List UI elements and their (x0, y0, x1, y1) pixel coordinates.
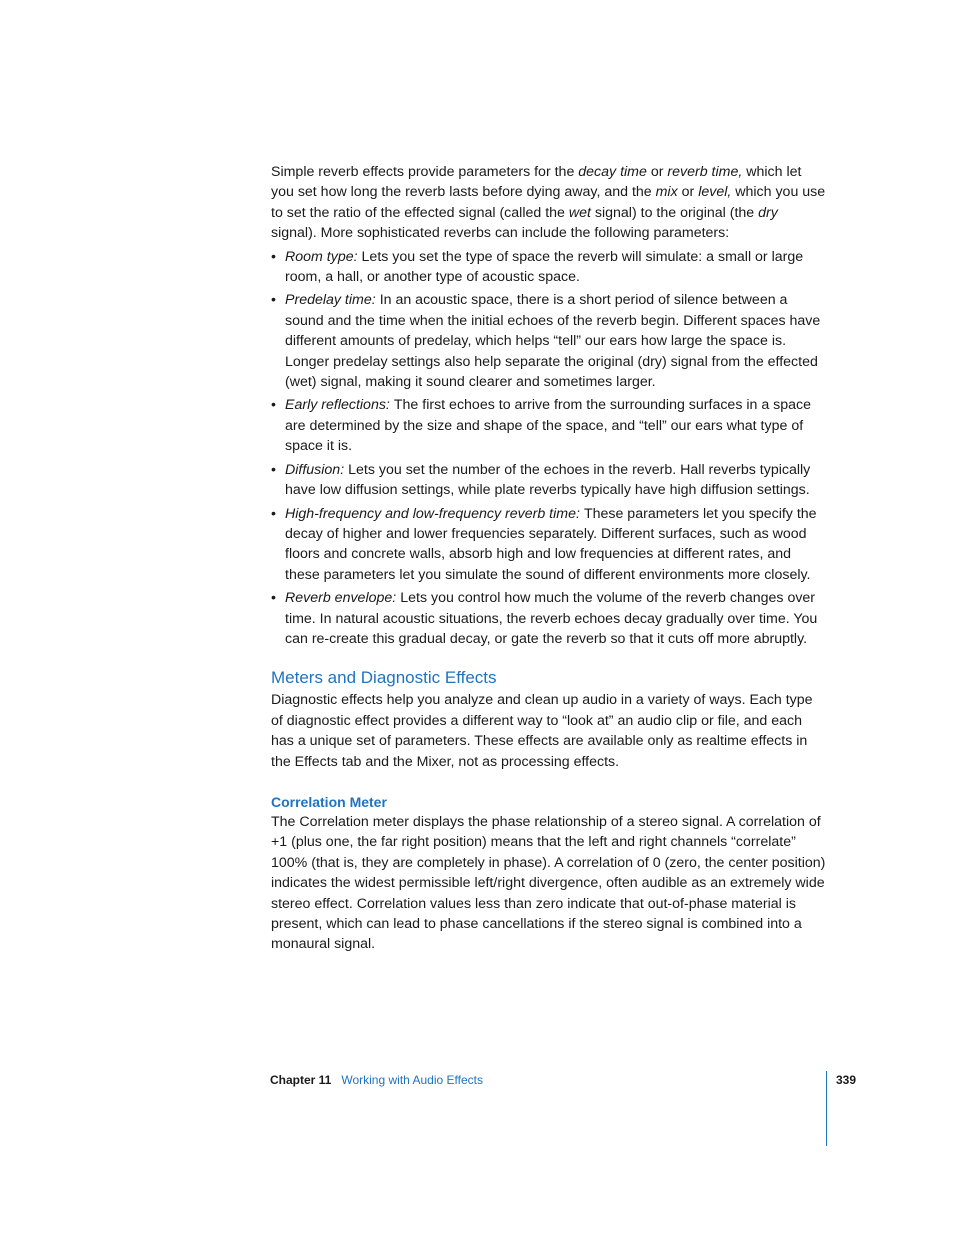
intro-text: or (677, 184, 699, 201)
list-item (271, 290, 827, 392)
list-item-text: These parameters let you specify the decay of higher and lower frequencies separately. Different surfaces, such as wood floors and concrete walls, absorb high and low frequencies at different rates, and these parameters let you simulate the sound of different environments more closely. (285, 505, 817, 583)
footer-chapter-title: Working with Audio Effects (341, 1073, 483, 1087)
bullet-icon: • (271, 461, 276, 478)
bullet-icon: • (271, 292, 276, 309)
subsection-body: The Correlation meter displays the phase relationship of a stereo signal. A correlation of +1 (plus one, the far right position) means that the left and right channels “correlate” 100% (that is, they are completely in phase). A correlation of 0 (zero, the center position) indicates the widest permissible left/right divergence, often audible as an extremely wide stereo effect. Correlation values less than zero indicate that out-of-phase material is present, which can lead to phase cancellations if the stereo signal is combined into a monaural signal. (271, 813, 826, 953)
intro-paragraph (271, 162, 827, 244)
intro-term-level: level, (698, 184, 732, 201)
page-content (271, 162, 827, 955)
intro-term-reverb-time: reverb time, (667, 164, 743, 180)
subsection-heading: Correlation Meter (271, 793, 387, 810)
page-number: 339 (836, 1073, 857, 1087)
list-item-text: Lets you control how much the volume of the reverb changes over time. In natural acoustic situations, the reverb echoes decay gradually over time. You can re-create this gradual decay, or gate the reverb so that it cuts off more abruptly. (285, 590, 818, 647)
list-item (271, 395, 827, 456)
bullet-icon: • (271, 248, 276, 265)
list-item (271, 588, 827, 649)
list-item (271, 247, 827, 288)
list-item-text: The first echoes to arrive from the surrounding surfaces in a space are determined by the size and shape of the space, and “tell” our ears what type of space it is. (285, 397, 812, 455)
footer-divider (826, 1071, 827, 1146)
footer-chapter-label: Chapter 11 (270, 1073, 332, 1087)
reverb-parameter-list (271, 247, 827, 650)
intro-term-mix: mix (655, 184, 678, 201)
list-item-text: Lets you set the type of space the reverb will simulate: a small or large room, a hall, or another type of acoustic space. (285, 248, 804, 286)
list-item-term: High-frequency and low-frequency reverb time: (285, 505, 580, 522)
list-item-term: Predelay time: (285, 292, 376, 309)
intro-term-decay-time: decay time (578, 164, 647, 180)
bullet-icon: • (271, 505, 276, 522)
intro-text: signal) to the original (the (590, 204, 759, 221)
list-item-term: Room type: (285, 248, 358, 265)
list-item-text: Lets you set the number of the echoes in the reverb. Hall reverbs typically have low diffusion settings, while plate reverbs typically have high diffusion settings. (285, 461, 811, 499)
list-item (271, 460, 827, 501)
intro-text: which you use to set the ratio of the effected signal (called the (271, 184, 826, 221)
section-heading: Meters and Diagnostic Effects (271, 668, 497, 688)
intro-text: signal). More sophisticated reverbs can include the following parameters: (271, 225, 730, 242)
page-footer (270, 1072, 483, 1088)
intro-text: which let you set how long the reverb lasts before dying away, and the (271, 164, 802, 201)
bullet-icon: • (271, 590, 276, 607)
list-item-term: Early reflections: (285, 397, 390, 414)
list-item (271, 504, 827, 586)
bullet-icon: • (271, 397, 276, 414)
intro-text: Simple reverb effects provide parameters for the (271, 164, 579, 180)
list-item-text: In an acoustic space, there is a short period of silence between a sound and the time when the initial echoes of the reverb begin. Different spaces have different amounts of predelay, which helps “tell” our ears how large the space is. Longer predelay settings also help separate the original (dry) signal from the effected (wet) signal, making it sound clearer and sometimes larger. (285, 292, 821, 391)
list-item-term: Reverb envelope: (285, 590, 397, 607)
intro-term-dry: dry (758, 204, 778, 221)
intro-term-wet: wet (568, 204, 591, 221)
list-item-term: Diffusion: (285, 461, 345, 478)
section-body: Diagnostic effects help you analyze and clean up audio in a variety of ways. Each type of diagnostic effect provides a different way to “look at” an audio clip or file, and each has a unique set of parameters. These effects are available only as realtime effects in the Effects tab and the Mixer, not as processing effects. (271, 692, 813, 770)
intro-text: or (646, 164, 668, 180)
